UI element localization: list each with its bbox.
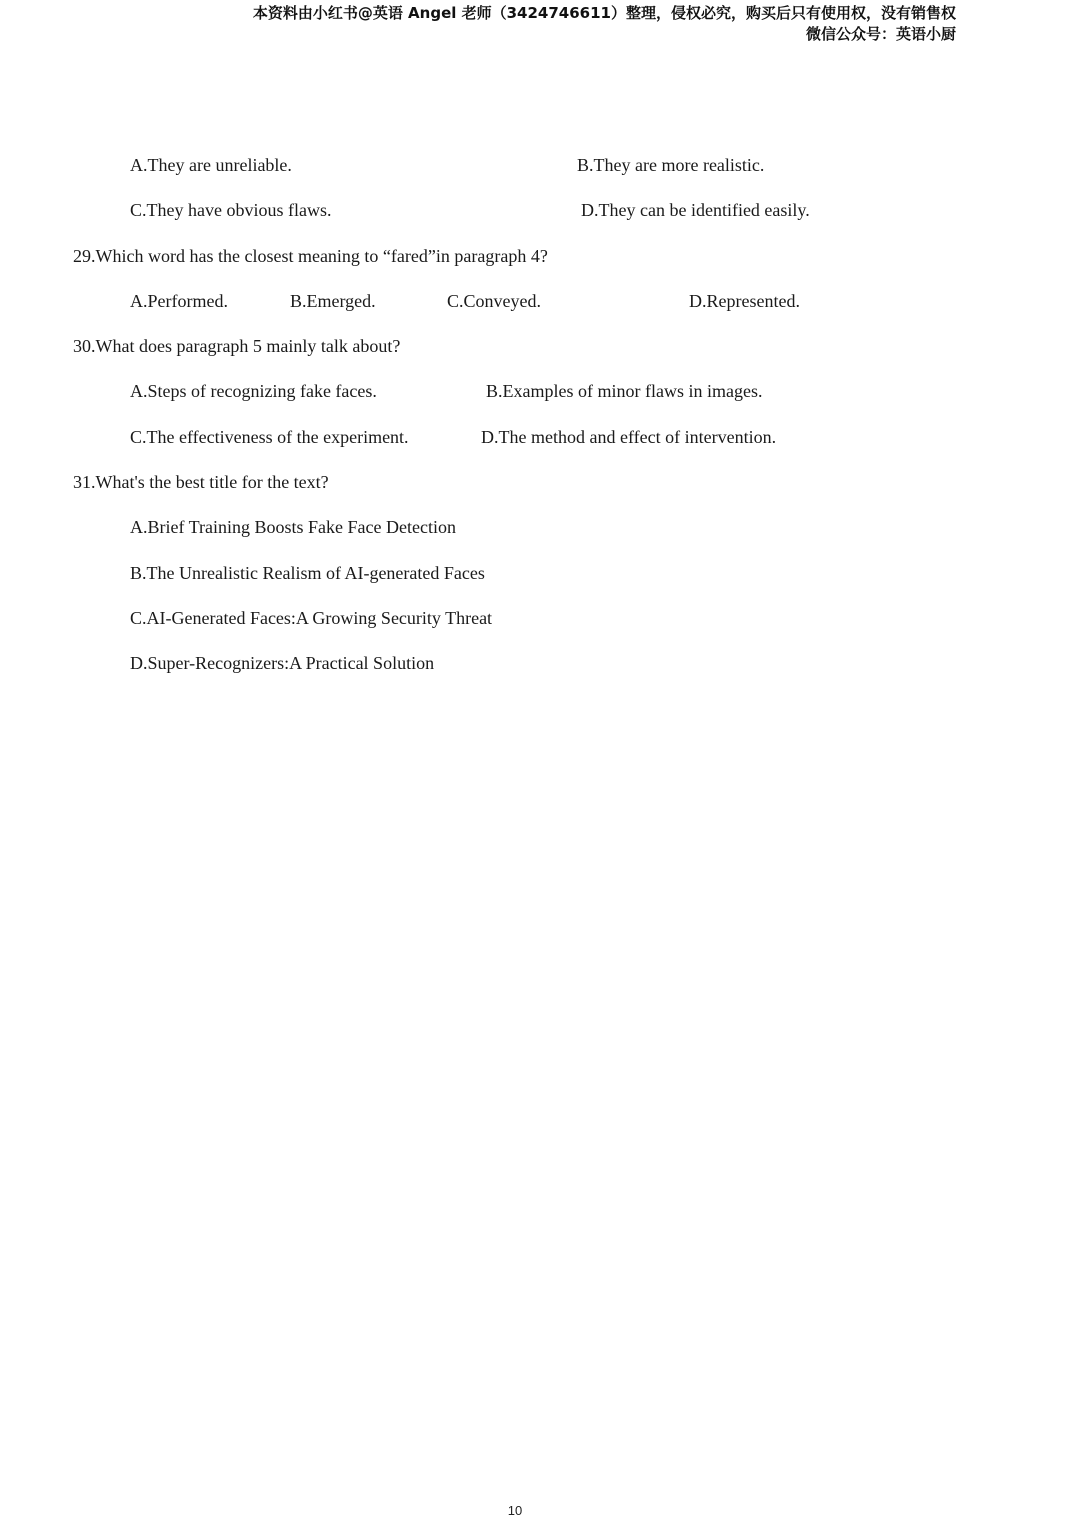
page-number: 10 — [507, 1503, 523, 1518]
q30-stem: 30.What does paragraph 5 mainly talk about? — [73, 336, 401, 356]
q31-option-c: C.AI-Generated Faces:A Growing Security Threat — [130, 608, 493, 628]
q29-option-c: C.Conveyed. — [447, 291, 541, 311]
q29-stem: 29.Which word has the closest meaning to “fared”in paragraph 4? — [73, 246, 548, 266]
q28-option-d: D.They can be identified easily. — [581, 200, 810, 220]
q30-option-a: A.Steps of recognizing fake faces. — [130, 381, 377, 401]
q28-option-c: C.They have obvious flaws. — [130, 200, 332, 220]
q31-stem: 31.What's the best title for the text? — [73, 472, 329, 492]
q28-option-b: B.They are more realistic. — [577, 155, 765, 175]
header-copyright-line: 本资料由小红书@英语 Angel 老师（3424746611）整理，侵权必究，购买后只有使用权，没有销售权 — [252, 4, 956, 22]
q28-option-a: A.They are unreliable. — [130, 155, 292, 175]
q29-option-b: B.Emerged. — [290, 291, 376, 311]
q30-option-b: B.Examples of minor flaws in images. — [486, 381, 763, 401]
header-wechat-line: 微信公众号：英语小厨 — [805, 25, 956, 43]
q31-option-d: D.Super-Recognizers:A Practical Solution — [130, 653, 435, 673]
page-header — [253, 3, 956, 45]
q30-option-c: C.The effectiveness of the experiment. — [130, 427, 409, 447]
q29-option-d: D.Represented. — [689, 291, 800, 311]
q29-option-a: A.Performed. — [130, 291, 228, 311]
q30-option-d: D.The method and effect of intervention. — [481, 427, 777, 447]
q31-option-b: B.The Unrealistic Realism of AI-generated Faces — [130, 563, 485, 583]
q31-option-a: A.Brief Training Boosts Fake Face Detection — [130, 517, 456, 537]
